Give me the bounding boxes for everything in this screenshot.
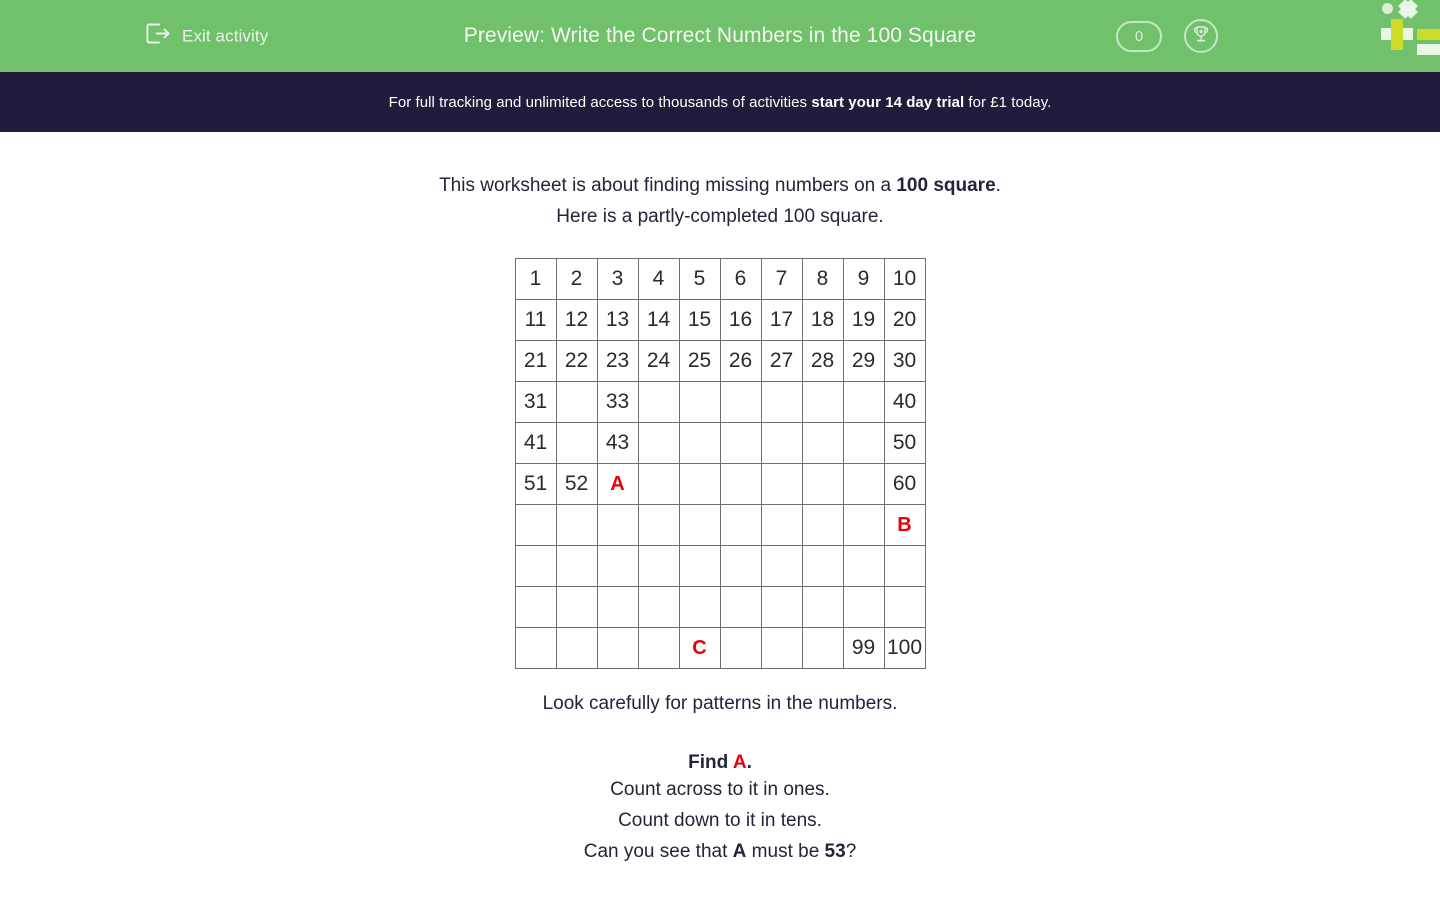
grid-cell-number[interactable]: 18: [802, 300, 843, 341]
trophy-icon: [1191, 24, 1211, 49]
grid-cell-empty[interactable]: [843, 546, 884, 587]
find-block: [0, 752, 1440, 867]
grid-cell-number[interactable]: 8: [802, 259, 843, 300]
grid-cell-number[interactable]: 16: [720, 300, 761, 341]
grid-cell-number[interactable]: 15: [679, 300, 720, 341]
exit-activity-label: Exit activity: [182, 26, 269, 45]
grid-cell-empty[interactable]: [597, 628, 638, 669]
grid-cell-empty[interactable]: [679, 423, 720, 464]
grid-cell-empty[interactable]: [638, 546, 679, 587]
grid-cell-empty[interactable]: [761, 382, 802, 423]
grid-cell-empty[interactable]: [720, 505, 761, 546]
grid-cell-empty[interactable]: [556, 628, 597, 669]
logo-bar-white: [1417, 44, 1440, 55]
grid-cell-empty[interactable]: [802, 546, 843, 587]
grid-cell-empty[interactable]: [597, 587, 638, 628]
grid-cell-number[interactable]: 13: [597, 300, 638, 341]
grid-cell-empty[interactable]: [597, 546, 638, 587]
grid-cell-empty[interactable]: [597, 505, 638, 546]
grid-row: [515, 341, 925, 382]
grid-cell-number[interactable]: 17: [761, 300, 802, 341]
grid-cell-empty[interactable]: [679, 587, 720, 628]
find-heading: [0, 752, 1440, 774]
promo-text-after: for £1 today.: [964, 93, 1052, 111]
grid-cell-empty[interactable]: [638, 423, 679, 464]
grid-cell-empty[interactable]: [761, 587, 802, 628]
grid-cell-empty[interactable]: [720, 546, 761, 587]
grid-row: [515, 259, 925, 300]
grid-cell-number[interactable]: 22: [556, 341, 597, 382]
grid-cell-number[interactable]: 60: [884, 464, 925, 505]
grid-cell-empty[interactable]: [556, 546, 597, 587]
grid-cell-empty[interactable]: [761, 505, 802, 546]
patterns-line: Look carefully for patterns in the numbers.: [542, 693, 898, 714]
grid-cell-empty[interactable]: [843, 505, 884, 546]
grid-cell-empty[interactable]: [761, 628, 802, 669]
grid-cell-number[interactable]: 9: [843, 259, 884, 300]
grid-cell-empty[interactable]: [843, 464, 884, 505]
grid-cell-number[interactable]: 30: [884, 341, 925, 382]
grid-cell-number[interactable]: 43: [597, 423, 638, 464]
grid-cell-empty[interactable]: [638, 382, 679, 423]
grid-cell-empty[interactable]: [802, 505, 843, 546]
grid-cell-empty[interactable]: [761, 464, 802, 505]
grid-cell-empty[interactable]: [761, 546, 802, 587]
grid-cell-empty[interactable]: [638, 505, 679, 546]
grid-cell-empty[interactable]: [802, 587, 843, 628]
grid-cell-number[interactable]: 20: [884, 300, 925, 341]
hint-line-2: Count down to it in tens.: [618, 810, 822, 831]
grid-cell-empty[interactable]: [638, 628, 679, 669]
find-label: Find: [688, 752, 733, 773]
grid-row: [515, 300, 925, 341]
hundred-square-grid[interactable]: [515, 258, 926, 669]
grid-row: [515, 587, 925, 628]
hint-line-3: [0, 836, 1440, 867]
grid-cell-number[interactable]: 26: [720, 341, 761, 382]
grid-cell-empty[interactable]: [679, 546, 720, 587]
grid-cell-empty[interactable]: [679, 382, 720, 423]
grid-cell-number[interactable]: 40: [884, 382, 925, 423]
grid-cell-number[interactable]: 25: [679, 341, 720, 382]
grid-cell-empty[interactable]: [802, 423, 843, 464]
header-actions: [1116, 19, 1218, 53]
grid-cell-empty[interactable]: [638, 587, 679, 628]
grid-cell-number[interactable]: 52: [556, 464, 597, 505]
promo-text-before: For full tracking and unlimited access to thousands of activities: [388, 93, 812, 111]
grid-cell-empty[interactable]: [720, 628, 761, 669]
worksheet-content: [0, 132, 1440, 867]
grid-cell-number[interactable]: 1: [515, 259, 556, 300]
grid-cell-empty[interactable]: [556, 423, 597, 464]
grid-row: [515, 382, 925, 423]
grid-cell-number[interactable]: 23: [597, 341, 638, 382]
hundred-square-body: [515, 259, 925, 669]
grid-cell-empty[interactable]: [556, 505, 597, 546]
grid-row: [515, 505, 925, 546]
grid-row: [515, 546, 925, 587]
grid-cell-empty[interactable]: [515, 628, 556, 669]
grid-cell-empty[interactable]: [679, 505, 720, 546]
grid-cell-empty[interactable]: [802, 464, 843, 505]
grid-cell-number[interactable]: 50: [884, 423, 925, 464]
grid-cell-letter-b[interactable]: B: [884, 505, 925, 546]
score-badge[interactable]: [1116, 21, 1162, 52]
intro-line-1: [0, 170, 1440, 201]
grid-cell-number[interactable]: 14: [638, 300, 679, 341]
grid-cell-empty[interactable]: [802, 382, 843, 423]
grid-cell-number[interactable]: 11: [515, 300, 556, 341]
hint3-before: Can you see that: [583, 841, 733, 862]
hint3-value: 53: [824, 841, 846, 862]
grid-cell-empty[interactable]: [515, 546, 556, 587]
find-letter: A: [732, 752, 747, 773]
grid-cell-number[interactable]: 28: [802, 341, 843, 382]
logo-bar-yellow: [1417, 29, 1440, 40]
score-value: 0: [1134, 27, 1144, 45]
grid-cell-number[interactable]: 10: [884, 259, 925, 300]
grid-cell-empty[interactable]: [761, 423, 802, 464]
grid-row: [515, 464, 925, 505]
grid-cell-number[interactable]: 27: [761, 341, 802, 382]
hundred-square-wrapper: [0, 258, 1440, 669]
grid-cell-number[interactable]: 7: [761, 259, 802, 300]
grid-cell-empty[interactable]: [679, 464, 720, 505]
promo-text: [389, 94, 1052, 111]
logo-cross-center: [1391, 28, 1403, 40]
grid-cell-empty[interactable]: [802, 628, 843, 669]
grid-cell-number[interactable]: 100: [884, 628, 925, 669]
page-title: Preview: Write the Correct Numbers in the 100 Square: [463, 24, 977, 47]
find-period: .: [746, 752, 752, 773]
hint3-letter-a: A: [732, 841, 747, 862]
grid-cell-number[interactable]: 5: [679, 259, 720, 300]
intro-text-after: .: [995, 175, 1001, 196]
grid-row: [515, 628, 925, 669]
intro-text-before: This worksheet is about finding missing numbers on a: [439, 175, 897, 196]
grid-cell-letter-c[interactable]: C: [679, 628, 720, 669]
grid-cell-number[interactable]: 6: [720, 259, 761, 300]
brand-logo: [1362, 0, 1440, 62]
logo-dot: [1382, 3, 1393, 14]
grid-cell-empty[interactable]: [884, 546, 925, 587]
grid-cell-empty[interactable]: [720, 587, 761, 628]
grid-cell-empty[interactable]: [556, 587, 597, 628]
grid-cell-letter-a[interactable]: A: [597, 464, 638, 505]
intro-line-2: Here is a partly-completed 100 square.: [556, 206, 884, 227]
grid-cell-empty[interactable]: [843, 382, 884, 423]
trophy-button[interactable]: [1184, 19, 1218, 53]
hint3-mid: must be: [746, 841, 825, 862]
grid-cell-number[interactable]: 29: [843, 341, 884, 382]
intro-text-bold: 100 square: [896, 175, 996, 196]
grid-cell-number[interactable]: 4: [638, 259, 679, 300]
grid-cell-number[interactable]: 33: [597, 382, 638, 423]
grid-cell-number[interactable]: 51: [515, 464, 556, 505]
grid-cell-empty[interactable]: [720, 423, 761, 464]
grid-cell-empty[interactable]: [843, 587, 884, 628]
grid-row: [515, 423, 925, 464]
grid-cell-number[interactable]: 41: [515, 423, 556, 464]
grid-cell-empty[interactable]: [843, 423, 884, 464]
hint3-after: ?: [845, 841, 857, 862]
grid-cell-number[interactable]: 3: [597, 259, 638, 300]
grid-cell-empty[interactable]: [638, 464, 679, 505]
grid-cell-number[interactable]: 2: [556, 259, 597, 300]
app-header: [0, 0, 1440, 72]
grid-cell-number[interactable]: 19: [843, 300, 884, 341]
grid-cell-empty[interactable]: [720, 464, 761, 505]
exit-arrow-icon: [145, 22, 171, 51]
grid-cell-number[interactable]: 31: [515, 382, 556, 423]
grid-cell-number[interactable]: 21: [515, 341, 556, 382]
grid-cell-number[interactable]: 12: [556, 300, 597, 341]
grid-cell-number[interactable]: 99: [843, 628, 884, 669]
grid-cell-number[interactable]: 24: [638, 341, 679, 382]
promo-text-bold[interactable]: start your 14 day trial: [811, 93, 965, 111]
grid-cell-empty[interactable]: [515, 505, 556, 546]
promo-banner: [0, 72, 1440, 132]
exit-activity-button[interactable]: [145, 22, 268, 51]
grid-cell-empty[interactable]: [556, 382, 597, 423]
hint-line-1: Count across to it in ones.: [610, 779, 830, 800]
grid-cell-empty[interactable]: [884, 587, 925, 628]
grid-cell-empty[interactable]: [720, 382, 761, 423]
grid-cell-empty[interactable]: [515, 587, 556, 628]
